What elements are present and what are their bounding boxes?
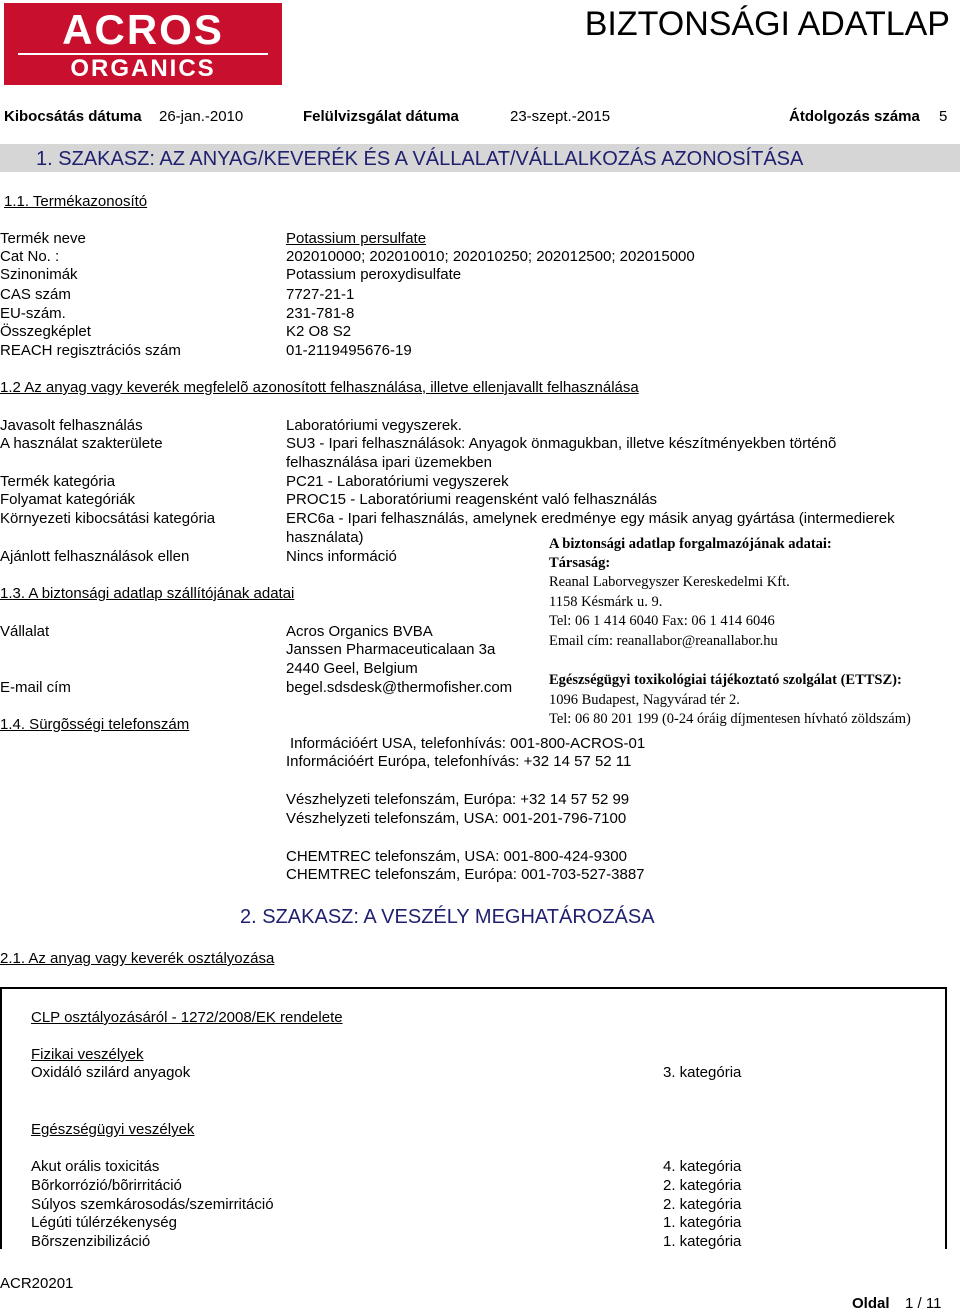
physical-hazard-label: Oxidáló szilárd anyagok <box>31 1064 191 1081</box>
formula-value: K2 O8 S2 <box>286 323 352 340</box>
sector-of-use-label: A használat szakterülete <box>0 435 163 452</box>
health-hazard-category: 4. kategória <box>663 1158 742 1175</box>
uses-advised-against-label: Ajánlott felhasználások ellen <box>0 548 190 565</box>
process-category-label: Folyamat kategóriák <box>0 491 136 508</box>
page-label: Oldal <box>852 1295 890 1312</box>
suggested-use-label: Javasolt felhasználás <box>0 417 143 434</box>
phone-line: Információért USA, telefonhívás: 001-800-ACROS-01 <box>290 735 646 752</box>
formula-label: Összegképlet <box>0 323 91 340</box>
health-hazard-category: 1. kategória <box>663 1233 742 1250</box>
sector-of-use-value-line-1: SU3 - Ipari felhasználások: Anyagok önmagukban, illetve készítményekben történõ <box>286 435 837 452</box>
ettsz-heading: Egészségügyi toxikológiai tájékoztató szolgálat (ETTSZ): <box>549 672 902 688</box>
ettsz-line: Tel: 06 80 201 199 (0-24 óráig díjmentesen hívható zöldszám) <box>549 711 911 727</box>
environmental-release-value-line-2: használata) <box>286 529 364 546</box>
eu-number-label: EU-szám. <box>0 305 66 322</box>
cas-number-value: 7727-21-1 <box>286 286 355 303</box>
subsection-1-4-heading: 1.4. Sürgõsségi telefonszám <box>0 716 190 733</box>
synonyms-value: Potassium peroxydisulfate <box>286 266 462 283</box>
phone-line: CHEMTREC telefonszám, Európa: 001-703-527-3887 <box>286 866 645 883</box>
document-title: BIZTONSÁGI ADATLAP <box>584 5 950 43</box>
uses-advised-against-value: Nincs információ <box>286 548 397 565</box>
product-name-label: Termék neve <box>0 230 86 247</box>
revision-number-value: 5 <box>939 108 948 125</box>
synonyms-label: Szinonimák <box>0 266 78 283</box>
process-category-value: PROC15 - Laboratóriumi reagensként való felhasználás <box>286 491 658 508</box>
health-hazard-category: 2. kategória <box>663 1196 742 1213</box>
health-hazard-label: Bõrkorrózió/bõrirritáció <box>31 1177 182 1194</box>
health-hazard-category: 1. kategória <box>663 1214 742 1231</box>
suggested-use-value: Laboratóriumi vegyszerek. <box>286 417 462 434</box>
distributor-line: Tel: 06 1 414 6040 Fax: 06 1 414 6046 <box>549 613 775 629</box>
acros-organics-logo <box>4 3 282 85</box>
logo-text-organics: ORGANICS <box>70 55 216 82</box>
distributor-heading: A biztonsági adatlap forgalmazójának adatai: <box>549 536 832 552</box>
health-hazard-label: Akut orális toxicitás <box>31 1158 160 1175</box>
distributor-company-heading: Társaság: <box>549 555 611 571</box>
product-category-value: PC21 - Laboratóriumi vegyszerek <box>286 473 509 490</box>
document-code: ACR20201 <box>0 1275 74 1292</box>
environmental-release-label: Környezeti kibocsátási kategória <box>0 510 216 527</box>
distributor-line: 1158 Késmárk u. 9. <box>549 594 663 610</box>
physical-hazard-category: 3. kategória <box>663 1064 742 1081</box>
issue-date-label: Kibocsátás dátuma <box>4 108 142 125</box>
subsection-2-1-heading: 2.1. Az anyag vagy keverék osztályozása <box>0 950 275 967</box>
issue-date-value: 26-jan.-2010 <box>159 108 244 125</box>
clp-title: CLP osztályozásáról - 1272/2008/EK rendelete <box>31 1009 343 1026</box>
reach-number-label: REACH regisztrációs szám <box>0 342 181 359</box>
physical-hazards-heading: Fizikai veszélyek <box>31 1046 144 1063</box>
cat-no-value: 202010000; 202010010; 202010250; 202012500; 202015000 <box>286 248 695 265</box>
phone-line: CHEMTREC telefonszám, USA: 001-800-424-9300 <box>286 848 627 865</box>
company-address-line: Acros Organics BVBA <box>286 623 433 640</box>
revision-date-value: 23-szept.-2015 <box>510 108 611 125</box>
health-hazards-heading: Egészségügyi veszélyek <box>31 1121 195 1138</box>
cat-no-label: Cat No. : <box>0 248 60 265</box>
product-category-label: Termék kategória <box>0 473 116 490</box>
phone-line: Vészhelyzeti telefonszám, USA: 001-201-796-7100 <box>286 810 627 827</box>
environmental-release-value-line-1: ERC6a - Ipari felhasználás, amelynek eredménye egy másik anyag gyártása (intermedierek <box>286 510 895 527</box>
health-hazard-label: Légúti túlérzékenység <box>31 1214 177 1231</box>
company-address-line: Janssen Pharmaceuticalaan 3a <box>286 641 496 658</box>
health-hazard-label: Bõrszenzibilizáció <box>31 1233 151 1250</box>
company-address-line: 2440 Geel, Belgium <box>286 660 418 677</box>
logo-text-acros: ACROS <box>62 6 224 53</box>
subsection-1-1-heading: 1.1. Termékazonosító <box>4 193 148 210</box>
section-1-title: 1. SZAKASZ: AZ ANYAG/KEVERÉK ÉS A VÁLLALAT/VÁLLALKOZÁS AZONOSÍTÁSA <box>36 148 804 170</box>
phone-line: Vészhelyzeti telefonszám, Európa: +32 14 57 52 99 <box>286 791 630 808</box>
sector-of-use-value-line-2: felhasználása ipari üzemekben <box>286 454 492 471</box>
revision-number-label: Átdolgozás száma <box>789 108 920 125</box>
subsection-1-2-heading: 1.2 Az anyag vagy keverék megfelelõ azonosított felhasználása, illetve ellenjavallt felhasználása <box>0 379 639 396</box>
distributor-line: Email cím: reanallabor@reanallabor.hu <box>549 633 778 649</box>
email-value: begel.sdsdesk@thermofisher.com <box>286 679 513 696</box>
section-2-title: 2. SZAKASZ: A VESZÉLY MEGHATÁROZÁSA <box>240 906 655 928</box>
phone-line: Információért Európa, telefonhívás: +32 14 57 52 11 <box>286 753 632 770</box>
cas-number-label: CAS szám <box>0 286 71 303</box>
email-label: E-mail cím <box>0 679 71 696</box>
distributor-line: Reanal Laborvegyszer Kereskedelmi Kft. <box>549 574 790 590</box>
eu-number-value: 231-781-8 <box>286 305 355 322</box>
product-name-value: Potassium persulfate <box>286 230 427 247</box>
reach-number-value: 01-2119495676-19 <box>286 342 412 359</box>
company-label: Vállalat <box>0 623 50 640</box>
subsection-1-3-heading: 1.3. A biztonsági adatlap szállítójának adatai <box>0 585 295 602</box>
health-hazard-category: 2. kategória <box>663 1177 742 1194</box>
revision-date-label: Felülvizsgálat dátuma <box>303 108 459 125</box>
ettsz-line: 1096 Budapest, Nagyvárad tér 2. <box>549 692 740 708</box>
page-number: 1 / 11 <box>905 1295 942 1312</box>
health-hazard-label: Súlyos szemkárosodás/szemirritáció <box>31 1196 274 1213</box>
